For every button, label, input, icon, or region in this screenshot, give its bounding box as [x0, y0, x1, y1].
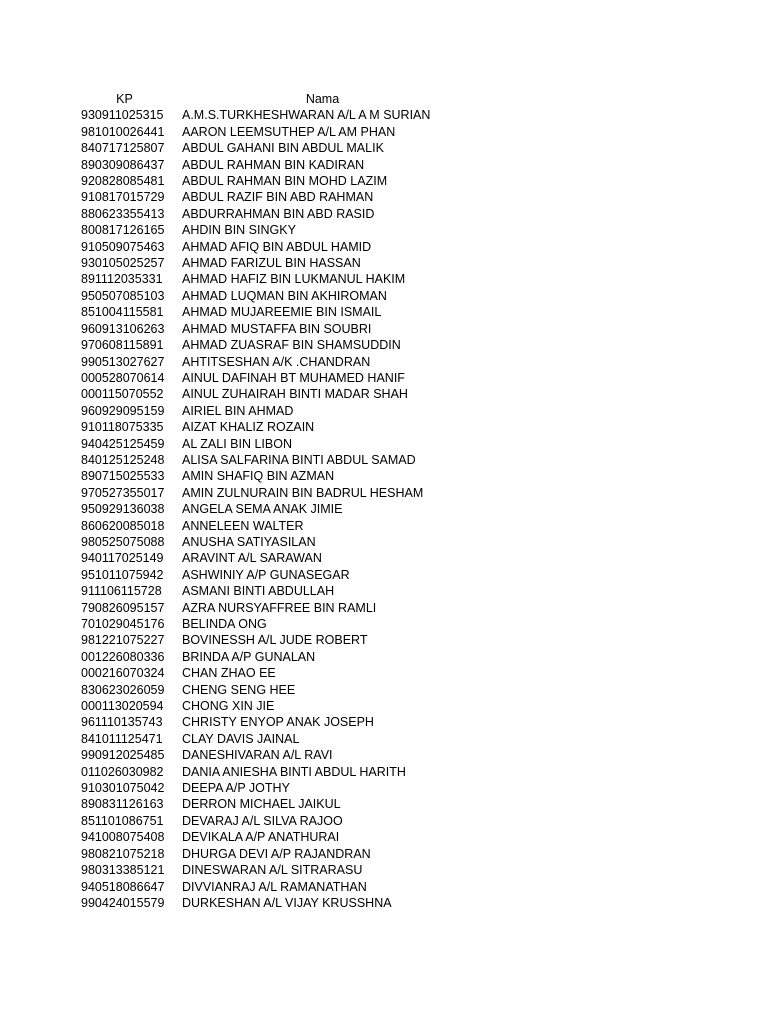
table-row: [79, 665, 475, 681]
kp-cell: 981221075227: [81, 633, 165, 648]
kp-cell: 990912025485: [81, 748, 165, 763]
nama-cell: AIRIEL BIN AHMAD: [182, 403, 294, 418]
nama-cell: DEEPA A/P JOTHY: [182, 781, 290, 796]
nama-cell: DINESWARAN A/L SITRARASU: [182, 863, 363, 878]
nama-cell: CHONG XIN JIE: [182, 699, 275, 714]
table-row: [79, 747, 475, 763]
table-row: [79, 288, 475, 304]
kp-cell: 911106115728: [81, 584, 162, 599]
kp-cell: 840717125807: [81, 141, 165, 156]
table-row: [79, 370, 475, 386]
kp-cell: 910301075042: [81, 781, 165, 796]
nama-cell: A.M.S.TURKHESHWARAN A/L A M SURIAN: [182, 108, 431, 123]
table-row: [79, 124, 475, 140]
kp-cell: 000528070614: [81, 370, 165, 385]
nama-cell: BOVINESSH A/L JUDE ROBERT: [182, 633, 368, 648]
kp-cell: 980821075218: [81, 846, 165, 861]
nama-cell: AHMAD MUSTAFFA BIN SOUBRI: [182, 321, 372, 336]
kp-cell: 940117025149: [81, 551, 164, 566]
table-row: [79, 895, 475, 911]
table-row: [79, 846, 475, 862]
spreadsheet-page: [0, 91, 768, 911]
nama-cell: DANESHIVARAN A/L RAVI: [182, 748, 333, 763]
kp-cell: 790826095157: [81, 600, 165, 615]
table-row: [79, 452, 475, 468]
nama-cell: ABDUL RAHMAN BIN MOHD LAZIM: [182, 174, 388, 189]
nama-cell: DHURGA DEVI A/P RAJANDRAN: [182, 846, 371, 861]
table-row: [79, 304, 475, 320]
table-row: [79, 714, 475, 730]
table-row: [79, 879, 475, 895]
nama-cell: ASMANI BINTI ABDULLAH: [182, 584, 335, 599]
kp-cell: 851004115581: [81, 305, 164, 320]
table-row: [79, 419, 475, 435]
nama-cell: CLAY DAVIS JAINAL: [182, 731, 300, 746]
kp-cell: 011026030982: [81, 764, 164, 779]
kp-cell: 940425125459: [81, 436, 165, 451]
kp-cell: 890831126163: [81, 797, 164, 812]
table-row: [79, 337, 475, 353]
table-row: [79, 206, 475, 222]
kp-cell: 990513027627: [81, 354, 165, 369]
table-row: [79, 403, 475, 419]
column-header-kp: KP: [116, 92, 133, 106]
kp-cell: 000113020594: [81, 699, 164, 714]
nama-cell: AZRA NURSYAFFREE BIN RAMLI: [182, 600, 377, 615]
nama-cell: AINUL DAFINAH BT MUHAMED HANIF: [182, 370, 405, 385]
kp-cell: 960913106263: [81, 321, 165, 336]
nama-cell: CHAN ZHAO EE: [182, 666, 276, 681]
table-row: [79, 354, 475, 370]
table-row: [79, 501, 475, 517]
table-row: [79, 632, 475, 648]
table-row: [79, 567, 475, 583]
kp-cell: 990424015579: [81, 895, 165, 910]
kp-cell: 981010026441: [81, 124, 165, 139]
kp-cell: 980313385121: [81, 863, 165, 878]
kp-cell: 951011075942: [81, 567, 164, 582]
kp-cell: 930105025257: [81, 256, 165, 271]
nama-cell: BELINDA ONG: [182, 617, 267, 631]
table-body: [79, 107, 475, 911]
nama-cell: DEVIKALA A/P ANATHURAI: [182, 830, 340, 845]
kp-cell: 830623026059: [81, 682, 165, 697]
table-row: [79, 698, 475, 714]
kp-cell: 950507085103: [81, 288, 165, 303]
nama-cell: AHMAD LUQMAN BIN AKHIROMAN: [182, 288, 387, 303]
kp-cell: 910817015729: [81, 190, 165, 205]
kp-cell: 891112035331: [81, 272, 163, 287]
table-row: [79, 173, 475, 189]
kp-cell: 961110135743: [81, 715, 163, 730]
nama-cell: AHMAD FARIZUL BIN HASSAN: [182, 256, 361, 271]
nama-cell: AMIN ZULNURAIN BIN BADRUL HESHAM: [182, 485, 424, 500]
table-row: [79, 271, 475, 287]
table-row: [79, 731, 475, 747]
table-row: [79, 616, 475, 632]
kp-cell: 800817126165: [81, 223, 165, 238]
table-row: [79, 222, 475, 238]
kp-cell: 701029045176: [81, 617, 165, 631]
nama-cell: ABDUL RAHMAN BIN KADIRAN: [182, 157, 365, 172]
nama-cell: ANUSHA SATIYASILAN: [182, 534, 316, 549]
column-header-nama: Nama: [305, 92, 340, 106]
nama-cell: BRINDA A/P GUNALAN: [182, 649, 316, 664]
kp-cell: 970527355017: [81, 485, 165, 500]
table-row: [79, 239, 475, 255]
kp-cell: 001226080336: [81, 649, 165, 664]
kp-cell: 910118075335: [81, 420, 164, 435]
kp-cell: 880623355413: [81, 206, 165, 221]
kp-cell: 920828085481: [81, 174, 165, 189]
nama-cell: AHDIN BIN SINGKY: [182, 223, 296, 238]
table-row: [79, 780, 475, 796]
kp-cell: 890309086437: [81, 157, 165, 172]
table-row: [79, 321, 475, 337]
table-row: [79, 386, 475, 402]
nama-cell: AMIN SHAFIQ BIN AZMAN: [182, 469, 335, 484]
nama-cell: CHRISTY ENYOP ANAK JOSEPH: [182, 715, 374, 730]
nama-cell: AHMAD MUJAREEMIE BIN ISMAIL: [182, 305, 382, 320]
table-row: [79, 140, 475, 156]
kp-cell: 910509075463: [81, 239, 165, 254]
nama-cell: AHTITSESHAN A/K .CHANDRAN: [182, 354, 371, 369]
table-row: [79, 682, 475, 698]
table-row: [79, 518, 475, 534]
nama-cell: DANIA ANIESHA BINTI ABDUL HARITH: [182, 764, 406, 779]
kp-cell: 851101086751: [81, 813, 164, 828]
kp-cell: 950929136038: [81, 502, 165, 517]
nama-cell: DEVARAJ A/L SILVA RAJOO: [182, 813, 343, 828]
nama-cell: CHENG SENG HEE: [182, 682, 296, 697]
table-row: [79, 796, 475, 812]
kp-cell: 000216070324: [81, 666, 165, 681]
nama-cell: ABDURRAHMAN BIN ABD RASID: [182, 206, 375, 221]
table-row: [79, 534, 475, 550]
kp-cell: 860620085018: [81, 518, 165, 533]
table-row: [79, 485, 475, 501]
nama-cell: AL ZALI BIN LIBON: [182, 436, 292, 451]
table-row: [79, 649, 475, 665]
table-row: [79, 862, 475, 878]
table-row: [79, 550, 475, 566]
nama-cell: AINUL ZUHAIRAH BINTI MADAR SHAH: [182, 387, 408, 402]
nama-cell: AARON LEEMSUTHEP A/L AM PHAN: [182, 124, 396, 139]
table-row: [79, 107, 475, 123]
name-list-table: [79, 91, 475, 911]
table-row: [79, 764, 475, 780]
kp-cell: 940518086647: [81, 879, 165, 894]
nama-cell: AIZAT KHALIZ ROZAIN: [182, 420, 315, 435]
kp-cell: 970608115891: [81, 338, 164, 353]
nama-cell: ANGELA SEMA ANAK JIMIE: [182, 502, 343, 517]
kp-cell: 980525075088: [81, 534, 165, 549]
kp-cell: 941008075408: [81, 830, 165, 845]
table-row: [79, 255, 475, 271]
header-row: [79, 91, 475, 107]
kp-cell: 930911025315: [81, 108, 164, 123]
kp-cell: 960929095159: [81, 403, 165, 418]
nama-cell: ANNELEEN WALTER: [182, 518, 304, 533]
kp-cell: 840125125248: [81, 452, 165, 467]
nama-cell: ALISA SALFARINA BINTI ABDUL SAMAD: [182, 452, 416, 467]
table-row: [79, 829, 475, 845]
nama-cell: ARAVINT A/L SARAWAN: [182, 551, 322, 566]
nama-cell: ABDUL GAHANI BIN ABDUL MALIK: [182, 141, 384, 156]
table-row: [79, 813, 475, 829]
nama-cell: AHMAD HAFIZ BIN LUKMANUL HAKIM: [182, 272, 406, 287]
nama-cell: ASHWINIY A/P GUNASEGAR: [182, 567, 350, 582]
nama-cell: AHMAD ZUASRAF BIN SHAMSUDDIN: [182, 338, 401, 353]
nama-cell: DURKESHAN A/L VIJAY KRUSSHNA: [182, 895, 392, 910]
kp-cell: 841011125471: [81, 731, 163, 746]
table-row: [79, 468, 475, 484]
kp-cell: 890715025533: [81, 469, 165, 484]
kp-cell: 000115070552: [81, 387, 164, 402]
nama-cell: DIVVIANRAJ A/L RAMANATHAN: [182, 879, 367, 894]
nama-cell: AHMAD AFIQ BIN ABDUL HAMID: [182, 239, 372, 254]
nama-cell: DERRON MICHAEL JAIKUL: [182, 797, 341, 812]
table-row: [79, 157, 475, 173]
table-row: [79, 583, 475, 599]
table-row: [79, 600, 475, 616]
table-row: [79, 189, 475, 205]
table-row: [79, 436, 475, 452]
nama-cell: ABDUL RAZIF BIN ABD RAHMAN: [182, 190, 374, 205]
